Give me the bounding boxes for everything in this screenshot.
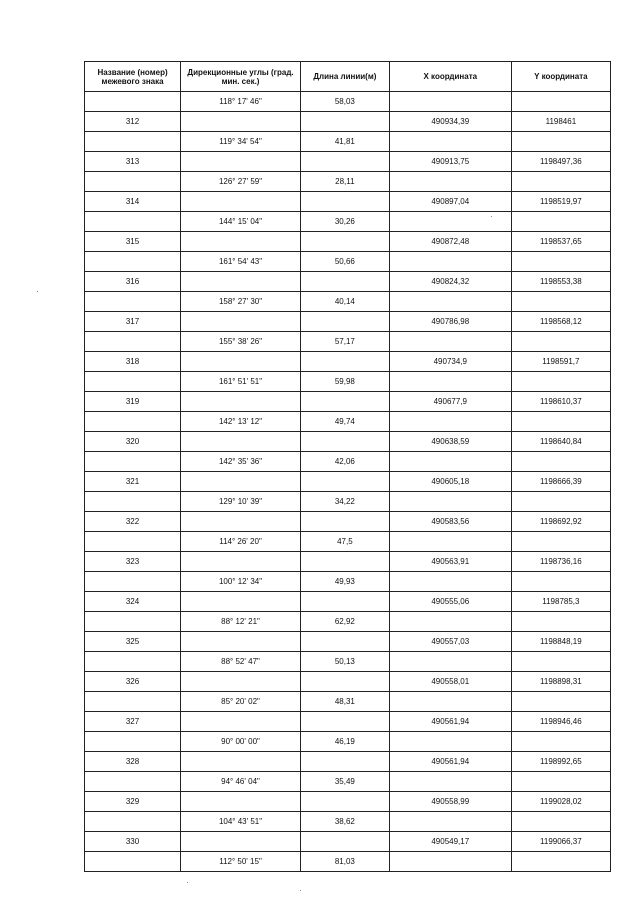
point-name-cell xyxy=(85,572,181,592)
line-length-cell xyxy=(300,152,389,172)
table-row-line xyxy=(85,92,611,112)
line-length-cell: 48,31 xyxy=(300,692,389,712)
point-name-cell xyxy=(85,532,181,552)
direction-angle-cell: 142° 35' 36" xyxy=(181,452,301,472)
direction-angle-cell xyxy=(181,632,301,652)
x-coordinate-cell: 490561,94 xyxy=(389,712,511,732)
line-length-cell: 49,74 xyxy=(300,412,389,432)
point-name-cell: 324 xyxy=(85,592,181,612)
point-name-cell: 318 xyxy=(85,352,181,372)
direction-angle-cell: 90° 00' 00" xyxy=(181,732,301,752)
line-length-cell: 38,62 xyxy=(300,812,389,832)
x-coordinate-cell: 490558,99 xyxy=(389,792,511,812)
point-name-cell: 328 xyxy=(85,752,181,772)
direction-angle-cell: 129° 10' 39" xyxy=(181,492,301,512)
table-row-point xyxy=(85,152,611,172)
x-coordinate-cell: 490824,32 xyxy=(389,272,511,292)
y-coordinate-cell: 1198692,92 xyxy=(511,512,610,532)
table-row-line xyxy=(85,332,611,352)
scan-speck xyxy=(491,216,492,217)
y-coordinate-cell: 1198537,65 xyxy=(511,232,610,252)
point-name-cell xyxy=(85,412,181,432)
table-row-line xyxy=(85,652,611,672)
table-row-point xyxy=(85,232,611,252)
table-row-line xyxy=(85,412,611,432)
x-coordinate-cell: 490557,03 xyxy=(389,632,511,652)
table-row-point xyxy=(85,392,611,412)
point-name-cell xyxy=(85,772,181,792)
direction-angle-cell: 126° 27' 59" xyxy=(181,172,301,192)
y-coordinate-cell xyxy=(511,252,610,272)
line-length-cell: 50,66 xyxy=(300,252,389,272)
table-row-line xyxy=(85,492,611,512)
table-row-point xyxy=(85,792,611,812)
point-name-cell xyxy=(85,812,181,832)
x-coordinate-cell: 490734,9 xyxy=(389,352,511,372)
table-row-point xyxy=(85,832,611,852)
y-coordinate-cell xyxy=(511,132,610,152)
point-name-cell: 326 xyxy=(85,672,181,692)
direction-angle-cell xyxy=(181,392,301,412)
point-name-cell: 325 xyxy=(85,632,181,652)
line-length-cell xyxy=(300,632,389,652)
x-coordinate-cell: 490558,01 xyxy=(389,672,511,692)
y-coordinate-cell xyxy=(511,452,610,472)
direction-angle-cell: 161° 54' 43" xyxy=(181,252,301,272)
line-length-cell xyxy=(300,312,389,332)
table-row-line xyxy=(85,532,611,552)
direction-angle-cell: 118° 17' 46" xyxy=(181,92,301,112)
y-coordinate-cell: 1198848,19 xyxy=(511,632,610,652)
table-row-point xyxy=(85,512,611,532)
point-name-cell: 330 xyxy=(85,832,181,852)
y-coordinate-cell xyxy=(511,332,610,352)
y-coordinate-cell: 1198666,39 xyxy=(511,472,610,492)
line-length-cell: 34,22 xyxy=(300,492,389,512)
table-row-point xyxy=(85,752,611,772)
y-coordinate-cell xyxy=(511,572,610,592)
direction-angle-cell: 142° 13' 12" xyxy=(181,412,301,432)
direction-angle-cell: 88° 12' 21" xyxy=(181,612,301,632)
point-name-cell xyxy=(85,692,181,712)
table-row-point xyxy=(85,712,611,732)
line-length-cell xyxy=(300,552,389,572)
point-name-cell xyxy=(85,212,181,232)
y-coordinate-cell: 1198610,37 xyxy=(511,392,610,412)
x-coordinate-cell xyxy=(389,812,511,832)
y-coordinate-cell xyxy=(511,172,610,192)
table-row-point xyxy=(85,192,611,212)
direction-angle-cell xyxy=(181,512,301,532)
x-coordinate-cell xyxy=(389,212,511,232)
y-coordinate-cell xyxy=(511,732,610,752)
x-coordinate-cell xyxy=(389,772,511,792)
table-row-line xyxy=(85,172,611,192)
direction-angle-cell xyxy=(181,672,301,692)
y-coordinate-cell xyxy=(511,492,610,512)
point-name-cell: 322 xyxy=(85,512,181,532)
direction-angle-cell: 161° 51' 51" xyxy=(181,372,301,392)
y-coordinate-cell: 1198553,38 xyxy=(511,272,610,292)
line-length-cell xyxy=(300,712,389,732)
x-coordinate-cell xyxy=(389,92,511,112)
table-row-line xyxy=(85,612,611,632)
point-name-cell: 327 xyxy=(85,712,181,732)
table-row-point xyxy=(85,112,611,132)
scan-speck xyxy=(37,291,38,292)
header-direction-angle: Дирекционные углы (град. мин. сек.) xyxy=(181,62,301,92)
table-row-point xyxy=(85,552,611,572)
line-length-cell: 28,11 xyxy=(300,172,389,192)
y-coordinate-cell: 1198519,97 xyxy=(511,192,610,212)
y-coordinate-cell xyxy=(511,372,610,392)
point-name-cell: 323 xyxy=(85,552,181,572)
line-length-cell: 40,14 xyxy=(300,292,389,312)
point-name-cell xyxy=(85,732,181,752)
line-length-cell: 57,17 xyxy=(300,332,389,352)
point-name-cell xyxy=(85,132,181,152)
direction-angle-cell xyxy=(181,712,301,732)
y-coordinate-cell xyxy=(511,692,610,712)
direction-angle-cell: 100° 12' 34" xyxy=(181,572,301,592)
direction-angle-cell xyxy=(181,112,301,132)
line-length-cell: 46,19 xyxy=(300,732,389,752)
direction-angle-cell: 94° 46' 04" xyxy=(181,772,301,792)
y-coordinate-cell: 1199066,37 xyxy=(511,832,610,852)
point-name-cell: 317 xyxy=(85,312,181,332)
header-line-length: Длина линии(м) xyxy=(300,62,389,92)
line-length-cell xyxy=(300,752,389,772)
line-length-cell xyxy=(300,672,389,692)
table-row-line xyxy=(85,852,611,872)
y-coordinate-cell xyxy=(511,92,610,112)
x-coordinate-cell: 490555,06 xyxy=(389,592,511,612)
x-coordinate-cell xyxy=(389,852,511,872)
table-row-line xyxy=(85,132,611,152)
table-row-line xyxy=(85,372,611,392)
point-name-cell: 314 xyxy=(85,192,181,212)
y-coordinate-cell xyxy=(511,812,610,832)
x-coordinate-cell xyxy=(389,452,511,472)
table-row-line xyxy=(85,772,611,792)
table-row-point xyxy=(85,312,611,332)
table-row-line xyxy=(85,732,611,752)
scan-speck xyxy=(187,882,188,883)
direction-angle-cell: 119° 34' 54" xyxy=(181,132,301,152)
x-coordinate-cell: 490583,56 xyxy=(389,512,511,532)
y-coordinate-cell xyxy=(511,652,610,672)
x-coordinate-cell xyxy=(389,252,511,272)
line-length-cell: 47,5 xyxy=(300,532,389,552)
x-coordinate-cell: 490913,75 xyxy=(389,152,511,172)
x-coordinate-cell xyxy=(389,572,511,592)
direction-angle-cell xyxy=(181,352,301,372)
x-coordinate-cell xyxy=(389,172,511,192)
point-name-cell: 320 xyxy=(85,432,181,452)
x-coordinate-cell: 490934,39 xyxy=(389,112,511,132)
direction-angle-cell xyxy=(181,832,301,852)
point-name-cell: 329 xyxy=(85,792,181,812)
x-coordinate-cell: 490872,48 xyxy=(389,232,511,252)
x-coordinate-cell: 490897,04 xyxy=(389,192,511,212)
table-row-point xyxy=(85,272,611,292)
y-coordinate-cell: 1198568,12 xyxy=(511,312,610,332)
line-length-cell xyxy=(300,832,389,852)
line-length-cell: 30,26 xyxy=(300,212,389,232)
x-coordinate-cell: 490561,94 xyxy=(389,752,511,772)
table-header-row xyxy=(85,62,611,92)
line-length-cell xyxy=(300,232,389,252)
table-row-line xyxy=(85,252,611,272)
line-length-cell xyxy=(300,792,389,812)
x-coordinate-cell xyxy=(389,332,511,352)
direction-angle-cell xyxy=(181,192,301,212)
point-name-cell xyxy=(85,852,181,872)
direction-angle-cell xyxy=(181,792,301,812)
point-name-cell: 321 xyxy=(85,472,181,492)
direction-angle-cell: 114° 26' 20" xyxy=(181,532,301,552)
line-length-cell xyxy=(300,352,389,372)
table-row-line xyxy=(85,572,611,592)
direction-angle-cell xyxy=(181,272,301,292)
x-coordinate-cell: 490677,9 xyxy=(389,392,511,412)
y-coordinate-cell: 1198591,7 xyxy=(511,352,610,372)
y-coordinate-cell: 1198640,84 xyxy=(511,432,610,452)
y-coordinate-cell xyxy=(511,772,610,792)
x-coordinate-cell xyxy=(389,612,511,632)
point-name-cell xyxy=(85,252,181,272)
table-row-point xyxy=(85,592,611,612)
x-coordinate-cell: 490563,91 xyxy=(389,552,511,572)
line-length-cell: 62,92 xyxy=(300,612,389,632)
point-name-cell: 319 xyxy=(85,392,181,412)
header-point-name: Название (номер) межевого знака xyxy=(85,62,181,92)
point-name-cell: 315 xyxy=(85,232,181,252)
table-row-point xyxy=(85,472,611,492)
line-length-cell xyxy=(300,512,389,532)
line-length-cell xyxy=(300,392,389,412)
y-coordinate-cell: 1198461 xyxy=(511,112,610,132)
point-name-cell xyxy=(85,652,181,672)
y-coordinate-cell: 1198785,3 xyxy=(511,592,610,612)
header-y-coordinate: Y координата xyxy=(511,62,610,92)
x-coordinate-cell xyxy=(389,132,511,152)
line-length-cell: 58,03 xyxy=(300,92,389,112)
direction-angle-cell xyxy=(181,472,301,492)
point-name-cell: 312 xyxy=(85,112,181,132)
point-name-cell xyxy=(85,292,181,312)
table-body xyxy=(85,92,611,872)
y-coordinate-cell xyxy=(511,412,610,432)
y-coordinate-cell: 1198898,31 xyxy=(511,672,610,692)
line-length-cell: 49,93 xyxy=(300,572,389,592)
table-row-point xyxy=(85,432,611,452)
x-coordinate-cell: 490786,98 xyxy=(389,312,511,332)
line-length-cell xyxy=(300,432,389,452)
y-coordinate-cell xyxy=(511,532,610,552)
direction-angle-cell xyxy=(181,552,301,572)
table-row-line xyxy=(85,212,611,232)
x-coordinate-cell: 490638,59 xyxy=(389,432,511,452)
y-coordinate-cell: 1198992,65 xyxy=(511,752,610,772)
table-row-line xyxy=(85,292,611,312)
point-name-cell xyxy=(85,452,181,472)
table-row-line xyxy=(85,812,611,832)
direction-angle-cell xyxy=(181,152,301,172)
point-name-cell: 313 xyxy=(85,152,181,172)
y-coordinate-cell xyxy=(511,292,610,312)
header-x-coordinate: X координата xyxy=(389,62,511,92)
y-coordinate-cell xyxy=(511,212,610,232)
direction-angle-cell: 104° 43' 51" xyxy=(181,812,301,832)
boundary-coordinates-table xyxy=(84,61,611,872)
table-row-line xyxy=(85,692,611,712)
point-name-cell xyxy=(85,492,181,512)
direction-angle-cell: 158° 27' 30" xyxy=(181,292,301,312)
x-coordinate-cell xyxy=(389,692,511,712)
x-coordinate-cell: 490605,18 xyxy=(389,472,511,492)
direction-angle-cell xyxy=(181,312,301,332)
table-row-line xyxy=(85,452,611,472)
point-name-cell xyxy=(85,332,181,352)
y-coordinate-cell: 1198946,46 xyxy=(511,712,610,732)
y-coordinate-cell: 1198736,16 xyxy=(511,552,610,572)
line-length-cell: 59,98 xyxy=(300,372,389,392)
direction-angle-cell: 155° 38' 26" xyxy=(181,332,301,352)
direction-angle-cell: 88° 52' 47" xyxy=(181,652,301,672)
table-row-point xyxy=(85,632,611,652)
scan-speck xyxy=(300,890,301,891)
direction-angle-cell xyxy=(181,232,301,252)
line-length-cell: 42,06 xyxy=(300,452,389,472)
y-coordinate-cell xyxy=(511,852,610,872)
direction-angle-cell xyxy=(181,432,301,452)
x-coordinate-cell xyxy=(389,372,511,392)
x-coordinate-cell xyxy=(389,492,511,512)
point-name-cell xyxy=(85,372,181,392)
line-length-cell xyxy=(300,272,389,292)
line-length-cell: 50,13 xyxy=(300,652,389,672)
line-length-cell xyxy=(300,472,389,492)
direction-angle-cell: 85° 20' 02" xyxy=(181,692,301,712)
y-coordinate-cell: 1199028,02 xyxy=(511,792,610,812)
table-row-point xyxy=(85,352,611,372)
point-name-cell xyxy=(85,612,181,632)
x-coordinate-cell xyxy=(389,292,511,312)
point-name-cell xyxy=(85,172,181,192)
line-length-cell: 41,81 xyxy=(300,132,389,152)
line-length-cell: 81,03 xyxy=(300,852,389,872)
x-coordinate-cell xyxy=(389,652,511,672)
point-name-cell xyxy=(85,92,181,112)
x-coordinate-cell: 490549,17 xyxy=(389,832,511,852)
table-row-point xyxy=(85,672,611,692)
direction-angle-cell xyxy=(181,752,301,772)
point-name-cell: 316 xyxy=(85,272,181,292)
line-length-cell xyxy=(300,192,389,212)
y-coordinate-cell xyxy=(511,612,610,632)
y-coordinate-cell: 1198497,36 xyxy=(511,152,610,172)
line-length-cell: 35,49 xyxy=(300,772,389,792)
direction-angle-cell: 112° 50' 15" xyxy=(181,852,301,872)
direction-angle-cell xyxy=(181,592,301,612)
x-coordinate-cell xyxy=(389,412,511,432)
line-length-cell xyxy=(300,592,389,612)
line-length-cell xyxy=(300,112,389,132)
x-coordinate-cell xyxy=(389,532,511,552)
x-coordinate-cell xyxy=(389,732,511,752)
direction-angle-cell: 144° 15' 04" xyxy=(181,212,301,232)
